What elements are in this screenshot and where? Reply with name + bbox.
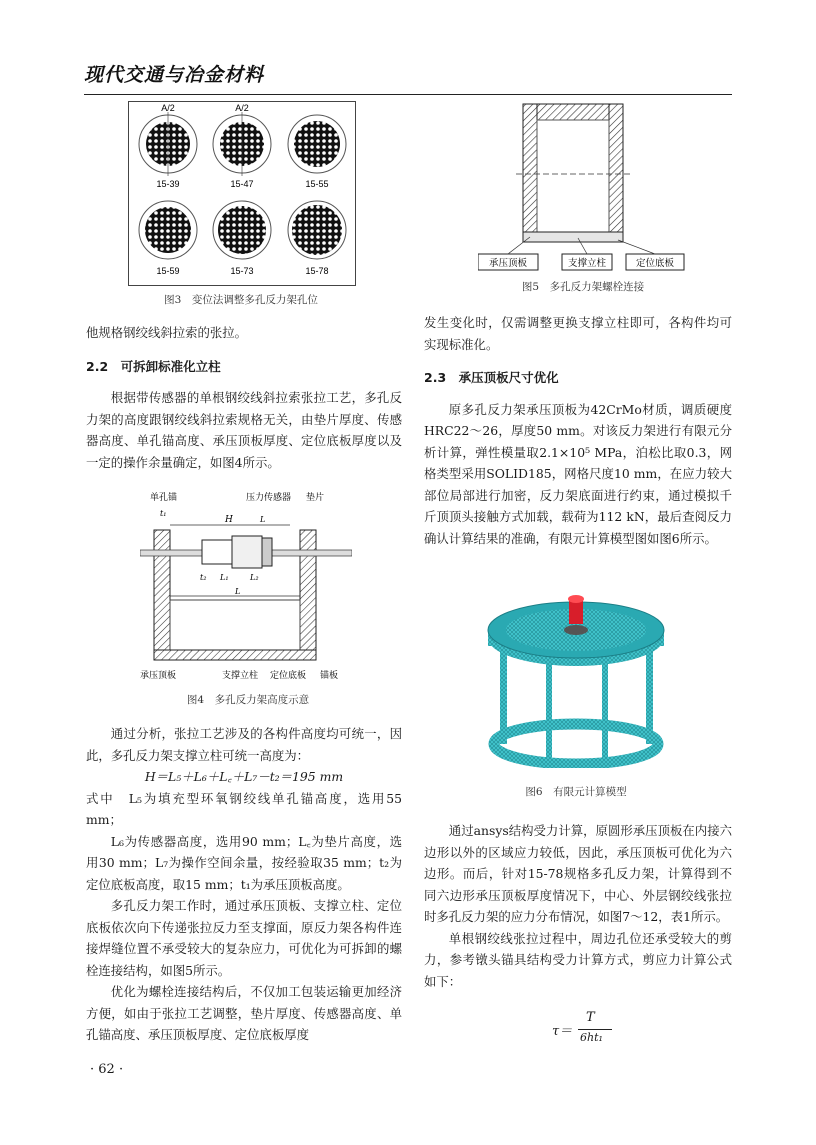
eq-tau-denominator: 6ht₁: [580, 1031, 603, 1044]
fig4-label-shim: 垫片: [306, 493, 325, 503]
journal-header: 现代交通与冶金材料: [84, 64, 265, 86]
left-para-0: 他规格钢绞线斜拉索的张拉。: [86, 325, 248, 340]
fig4-L-bottom: L: [235, 587, 241, 596]
eq-tau-lhs: τ＝: [552, 1024, 573, 1039]
fig4-illustration: [140, 490, 352, 682]
fig4-label-sensor: 压力传感器: [246, 493, 292, 503]
right-para-1: 原多孔反力架承压顶板为42CrMo材质，调质硬度HRC22～26，厚度50 mm。对该反力架进行有限元分析计算，弹性模量取2.1×10⁵ MPa，泊松比取0.3，网格类型采用SOLID185，网格尺度10 mm，在应力较大部位局部进行加密，反力架底面进行约束，通过模拟千斤顶顶头接触方式加载，载荷为112 kN，最后查阅反力确认计算结果的准确，有限元计算模型图如图6所示。: [424, 401, 732, 546]
fig6-caption: 图6 有限元计算模型: [525, 786, 627, 798]
fig4-caption: 图4 多孔反力架高度示意: [186, 694, 310, 706]
eq-tau-numerator: T: [586, 1010, 595, 1025]
fig4-label-top-plate: 承压顶板: [140, 671, 177, 681]
fig3-label-15-73: 15-73: [230, 266, 254, 276]
fig3-label-15-47: 15-47: [230, 179, 254, 189]
header-rule: [84, 94, 732, 95]
figure-6: [478, 590, 674, 768]
fig5-caption: 图5 多孔反力架螺栓连接: [521, 281, 645, 293]
fig5-label-column: 支撑立柱: [567, 258, 607, 269]
section-2-3-heading: 2.3 承压顶板尺寸优化: [424, 370, 559, 385]
fig4-label-column: 支撑立柱: [222, 671, 259, 681]
figure-4: [140, 490, 352, 682]
fig3-plate-6: [288, 201, 346, 259]
fig4-L-top: L: [260, 515, 266, 524]
fig4-L2: L₂: [250, 573, 259, 582]
left-para-4: L₆为传感器高度，选用90 mm；L꜀为垫片高度，选用30 mm；L₇为操作空间余量，按经验取35 mm；t₂为定位底板高度，取15 mm；t₁为承压顶板高度。: [86, 833, 402, 892]
fig4-label-base-plate: 定位底板: [270, 671, 307, 681]
fig3-label-a1: A/2: [161, 103, 175, 113]
section-2-2-heading: 2.2 可拆卸标准化立柱: [86, 358, 221, 374]
figure-3: [128, 101, 356, 286]
fig5-label-base-plate: 定位底板: [635, 258, 675, 269]
fig4-t2: t₂: [200, 573, 207, 582]
left-para-6: 优化为螺栓连接结构后，不仅加工包装运输更加经济方便，如由于张拉工艺调整，垫片厚度、传感器高度、单孔锚高度、承压顶板厚度、定位底板厚度: [86, 984, 402, 1042]
fig3-caption: 图3 变位法调整多孔反力架孔位: [164, 294, 318, 306]
fig3-label-a2: A/2: [235, 103, 249, 113]
left-para-1: 根据带传感器的单根钢绞线斜拉索张拉工艺，多孔反力架的高度跟钢绞线斜拉索规格无关，由垫片厚度、传感器高度、单孔锚高度、承压顶板厚度、定位底板厚度以及一定的操作余量确定，如图4所示。: [86, 390, 402, 470]
fig4-t1: t₁: [160, 509, 167, 518]
fig4-L1: L₁: [220, 573, 229, 582]
right-column-lower: [424, 820, 732, 992]
fig5-label-top-plate: 承压顶板: [488, 258, 528, 269]
page-number: · 62 ·: [90, 1062, 124, 1077]
right-para-3: 单根钢绞线张拉过程中，周边孔位还承受较大的剪力，参考镦头锚具结构受力计算方式，剪应力计算公式如下：: [424, 930, 732, 989]
fig4-label-anchor-plate: 锚板: [320, 671, 339, 681]
right-para-2: 通过ansys结构受力计算，原圆形承压顶板在内接六边形以外的区域应力较低，因此，承压顶板可优化为六边形。而后，针对15-78规格多孔反力架，计算得到不同六边形承压顶板厚度情况下，中心、外层钢绞线张拉时多孔反力架的应力分布情况，如图7～12，表1所示。: [424, 823, 732, 924]
fig3-label-15-78: 15-78: [305, 266, 329, 276]
fig6-illustration: [478, 590, 674, 768]
right-column: [424, 312, 732, 549]
left-para-3: 式中 L₅为填充型环氧钢绞线单孔锚高度，选用55 mm；: [86, 790, 402, 827]
fig3-plate-5: [213, 201, 271, 259]
equation-tau: [552, 1010, 632, 1050]
left-column: [86, 322, 402, 473]
fig3-plate-4: [139, 201, 197, 259]
fig3-label-15-39: 15-39: [156, 179, 180, 189]
left-para-2: 通过分析，张拉工艺涉及的各构件高度均可统一，因此，多孔反力架支撑立柱可统一高度为：: [86, 726, 402, 763]
eq-tau-fraction-bar: [578, 1029, 612, 1030]
right-para-0: 发生变化时，仅需调整更换支撑立柱即可，各构件均可实现标准化。: [424, 315, 732, 352]
left-para-5: 多孔反力架工作时，通过承压顶板、支撑立柱、定位底板依次向下传递张拉反力至支撑面，原反力架各构件连接焊缝位置不承受较大的复杂应力，可优化为可拆卸的螺栓连接结构，如图5所示。: [86, 898, 402, 978]
fig5-illustration: [478, 102, 688, 272]
fig4-label-anchor: 单孔锚: [150, 493, 178, 503]
fig4-H: H: [225, 515, 233, 525]
figure-5: [478, 102, 688, 272]
fig3-label-15-59: 15-59: [156, 266, 180, 276]
fig3-label-15-55: 15-55: [305, 179, 329, 189]
fig3-illustration: [129, 102, 355, 285]
equation-H: H＝L₅＋L₆＋L꜀＋L₇－t₂＝195 mm: [144, 769, 344, 784]
fig3-plate-3: [288, 115, 346, 173]
left-column-lower: [86, 723, 402, 1046]
